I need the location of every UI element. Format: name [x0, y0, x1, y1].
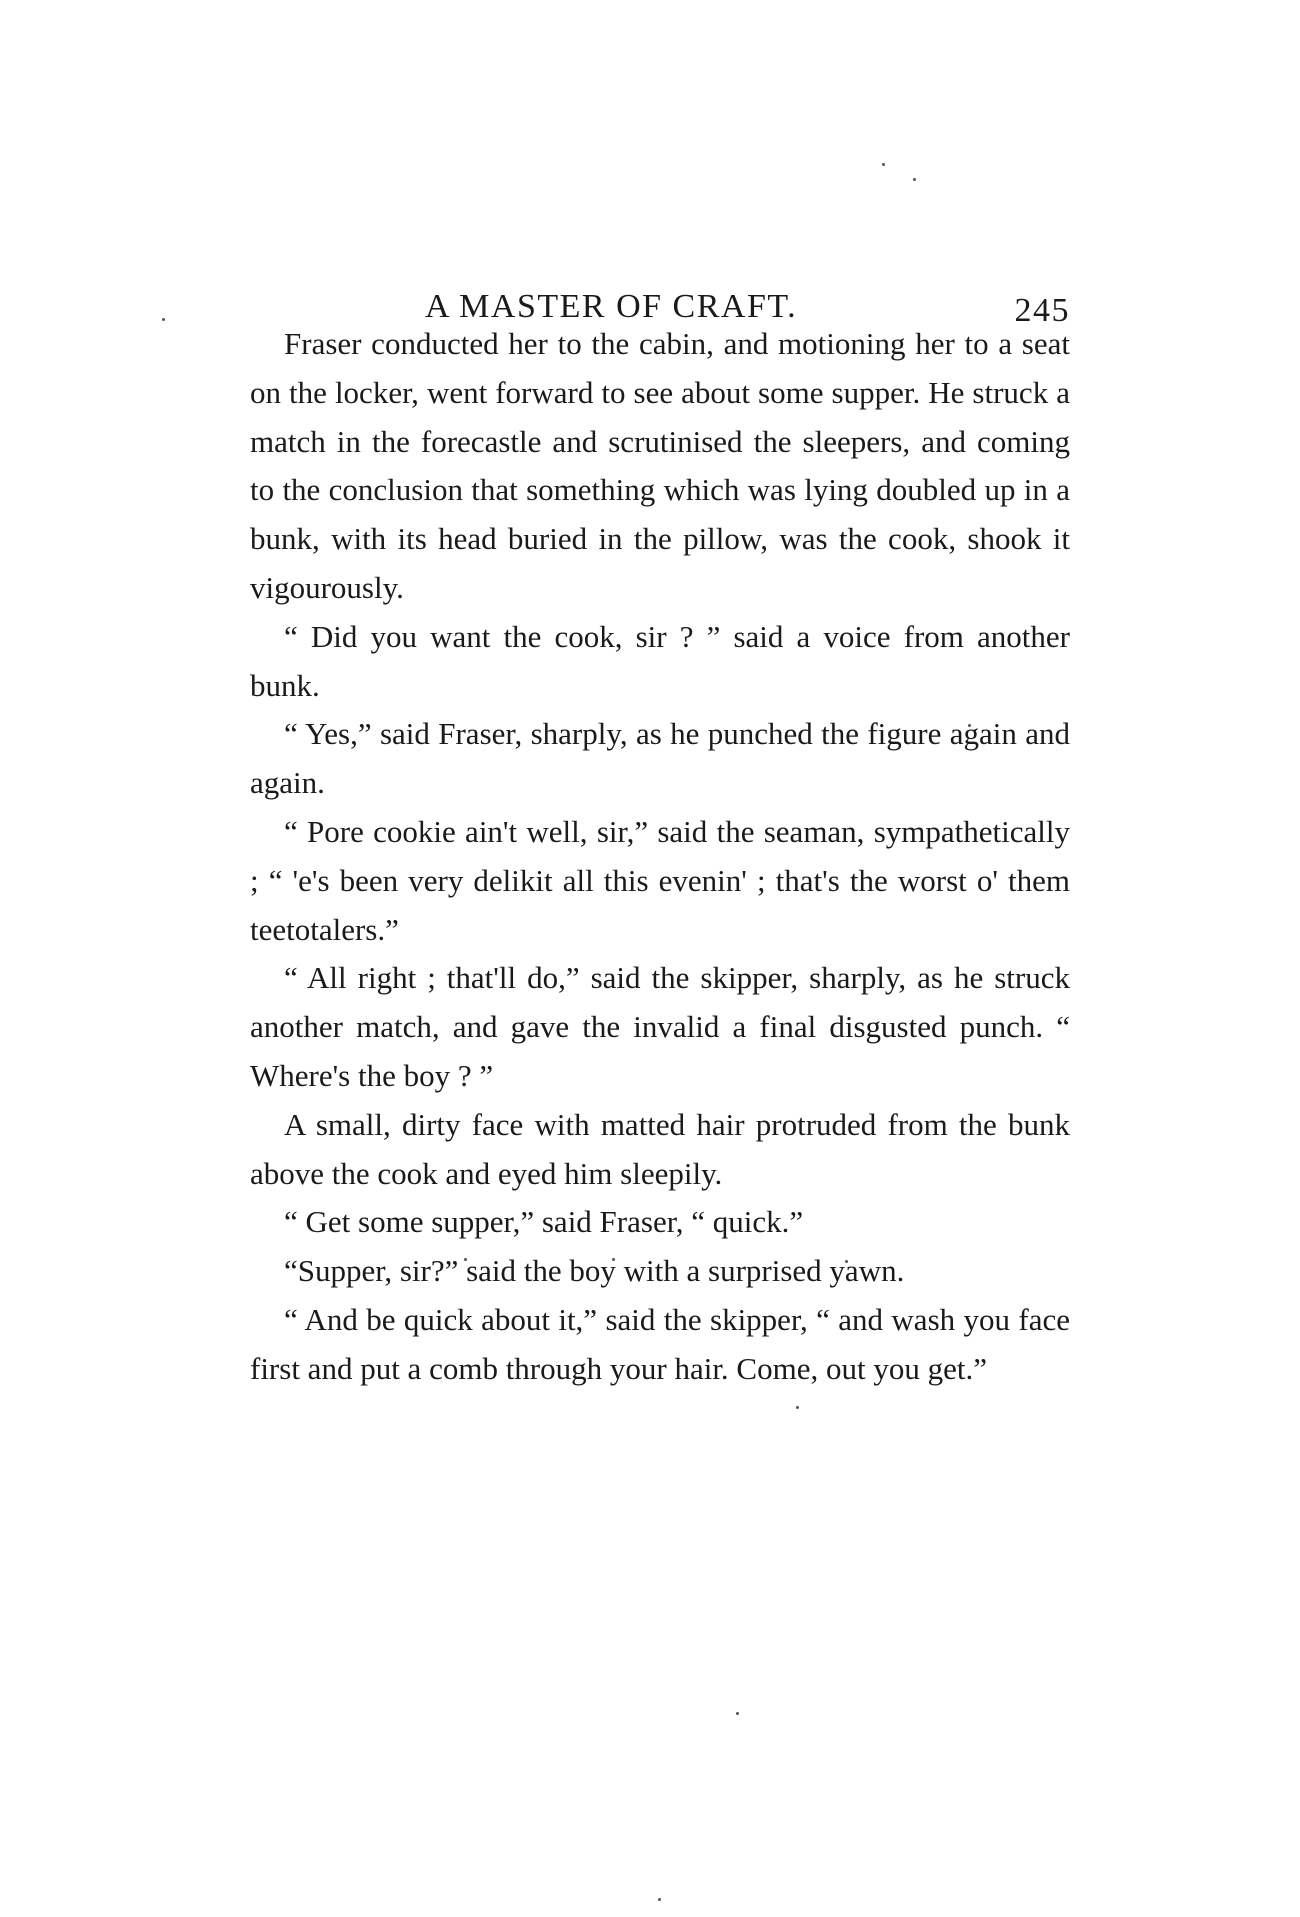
print-speck [162, 318, 165, 321]
paragraph: “ All right ; that'll do,” said the skipper, sharply, as he struck another match, and gave the invalid a final disgusted punch. “ Where's the boy ? ” [250, 960, 1070, 1093]
paragraph: “ Get some supper,” said Fraser, “ quick.” [284, 1204, 804, 1240]
paragraph: “ Pore cookie ain't well, sir,” said the seaman, sympathetically ; “ 'e's been very delikit all this evenin' ; that's the worst o' them teetotalers.” [250, 813, 1070, 947]
print-speck [913, 178, 916, 181]
paragraph: “Supper, sir?” said the boy with a surprised yawn. [284, 1253, 905, 1289]
paragraph: Fraser conducted her to the cabin, and motioning her to a seat on the locker, went forward to see about some supper. He struck a match in the forecastle and scrutinised the sleepers, and coming to the conclusion that something which was lying doubled up in a bunk, with its head buried in the pillow, was the cook, shook it vigourously. [250, 326, 1070, 605]
print-speck [736, 1712, 739, 1715]
paragraph: A small, dirty face with matted hair protruded from the bunk above the cook and eyed him sleepily. [250, 1106, 1070, 1191]
paragraph: “ Yes,” said Fraser, sharply, as he punched the figure again and again. [250, 716, 1070, 801]
print-speck [796, 1406, 799, 1409]
paragraph: “ And be quick about it,” said the skipper, “ and wash you face first and put a comb through your hair. Come, out you get.” [250, 1301, 1070, 1386]
running-title: A MASTER OF CRAFT. [425, 288, 798, 325]
body-text [250, 320, 1070, 1394]
print-speck [882, 163, 885, 166]
page-number: 245 [1014, 292, 1070, 329]
print-speck [658, 1898, 661, 1901]
paragraph: “ Did you want the cook, sir ? ” said a voice from another bunk. [250, 618, 1070, 703]
